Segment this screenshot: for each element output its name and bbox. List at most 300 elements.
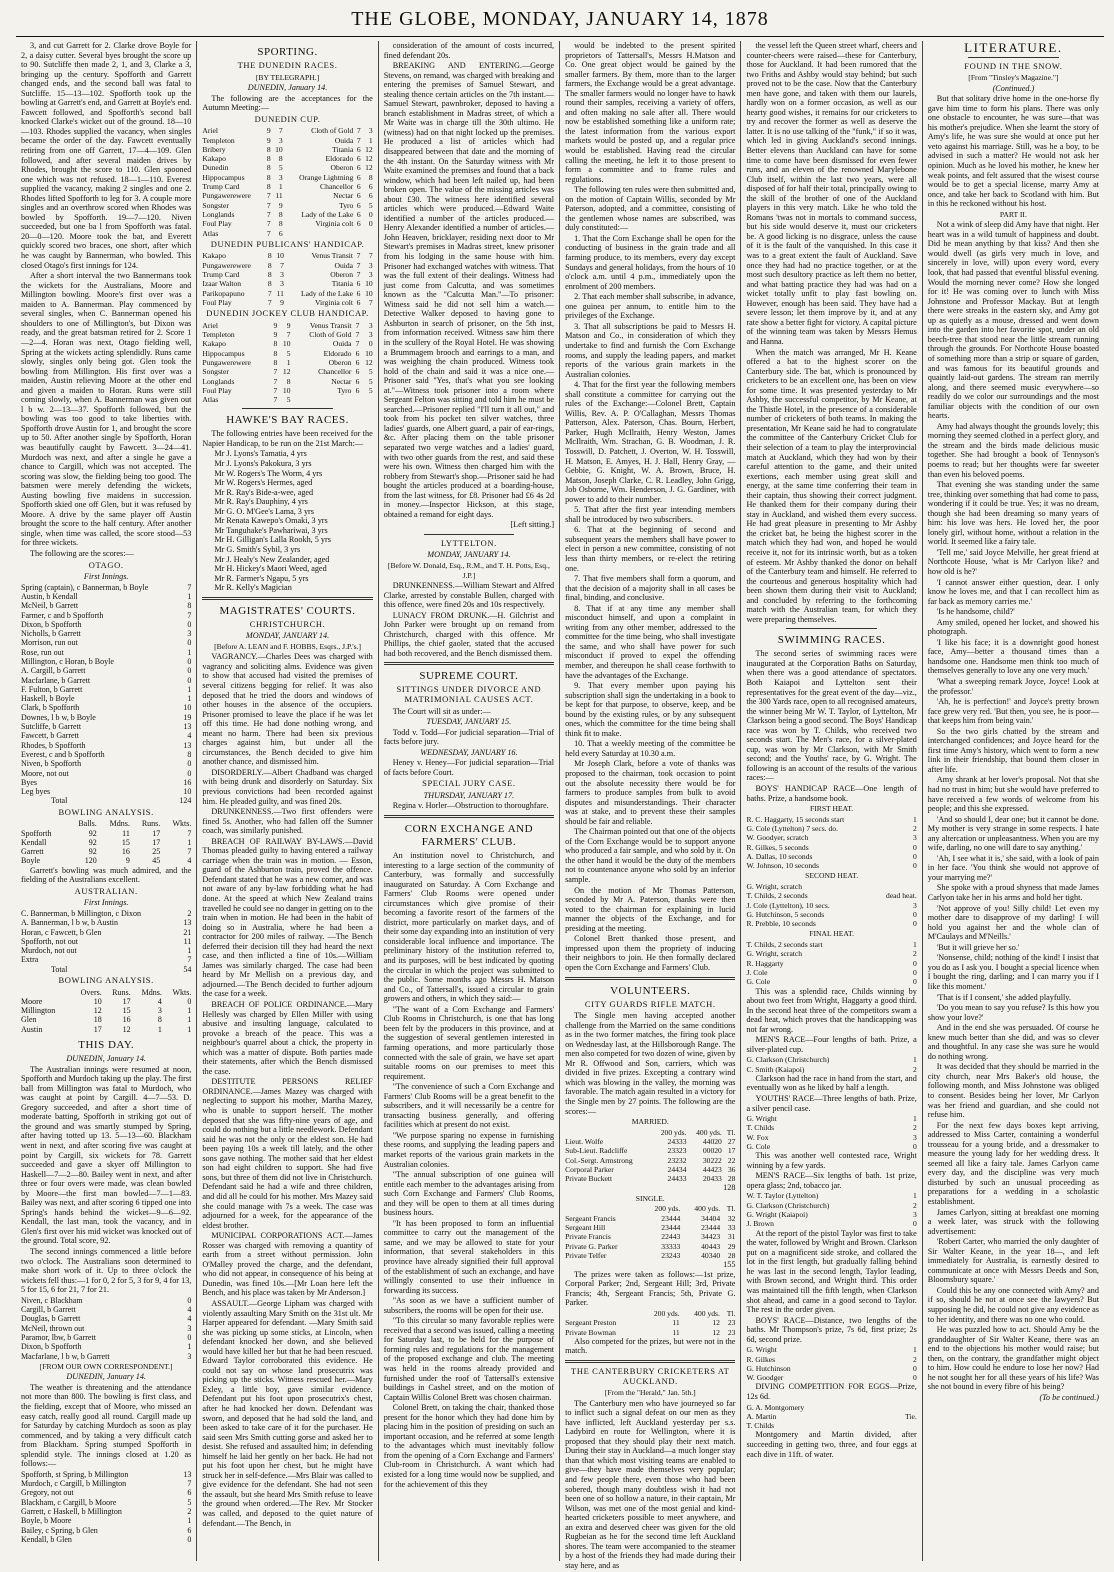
cell-label: G. Hutchinson xyxy=(746,1363,791,1373)
dateline: DUNEDIN, January 14. xyxy=(247,83,328,93)
cell-value: Overs. xyxy=(80,987,102,997)
result-row xyxy=(746,1403,916,1412)
cell-value: 2 xyxy=(913,823,917,833)
entry-item: Mr J. Lyons's Tamatia, 4 yrs xyxy=(214,449,307,459)
cell-label: Sergeant Preston xyxy=(565,1318,617,1328)
cell-label: A. Cargill, b Garrett xyxy=(21,666,86,676)
cell-value: 9 xyxy=(278,200,283,210)
entry-item: Mr J. Lyons's Pakokura, 3 yrs xyxy=(214,459,312,469)
batting-row xyxy=(21,1507,191,1516)
paragraph: The following ten rules were then submitted and, on the motion of Captain Willis, seconded by Mr Paterson, adopted, and a committee, consisting of the gentlemen whose names are subscribed, was duly constituted:— xyxy=(565,185,736,233)
batting-row xyxy=(21,1498,191,1507)
cell-label: Millington xyxy=(21,1006,56,1016)
rule-item: 9. That every member upon paying his subscription shall sign the undertaking in a book to be kept for that purpose, to observe, keep, and be bound by the existing rules, or by any subsequent ones, which the committee for the time being shall think fit to make. xyxy=(565,681,736,738)
cell-value: 7 xyxy=(355,330,360,340)
cell-value: 11 xyxy=(672,1318,680,1328)
total-label: Total xyxy=(51,964,68,974)
cell-value xyxy=(351,395,359,404)
table-header-row xyxy=(565,1204,735,1213)
score-row xyxy=(565,1242,735,1251)
cell-value: 0 xyxy=(913,1373,917,1383)
cell-value: 7 xyxy=(187,955,192,965)
divider xyxy=(786,628,876,629)
paragraph: 'Nonsense, child; nothing of the kind! I insist that you do as I ask you. I bought a special licence when I bought the ring, darling; and I can marry you if I like this moment.' xyxy=(927,953,1099,991)
cell-value: 1 xyxy=(187,1024,192,1034)
cell-label: W. Goodyer, scratch xyxy=(746,833,809,843)
rule-item: 5. That after the first year intending members shall be introduced by two subscribers. xyxy=(565,505,736,524)
paragraph: 'I cannot answer either question, dear. I only know he loves me, and that I can recollect him as far back as memory carries me.' xyxy=(927,577,1099,606)
cell-value: 6 xyxy=(356,163,361,173)
cell-value: 6 xyxy=(356,182,361,192)
horse-weight-row xyxy=(202,173,372,182)
cell-label: Niven, b Spofforth xyxy=(21,759,82,769)
batting-row xyxy=(21,1305,191,1314)
cell-value: 1 xyxy=(187,694,192,704)
cell-label: G. Wright xyxy=(746,1345,777,1355)
cell-label: R. Gilkes, 5 seconds xyxy=(746,842,809,852)
batting-row xyxy=(21,666,191,675)
sitting-date: THURSDAY, JANUARY 17. xyxy=(423,790,515,800)
cell-value: 16 xyxy=(122,1015,131,1025)
subheading: SITTINGS UNDER DIVORCE AND MATRIMONIAL CAUSES ACT. xyxy=(396,684,542,704)
heat-heading: SECOND HEAT. xyxy=(805,871,859,881)
cell-label: Foul Play xyxy=(202,297,232,307)
batting-row xyxy=(21,1324,191,1333)
cell-value: 9 xyxy=(280,297,284,307)
cell-value: 200 yds. xyxy=(660,1127,687,1137)
cell-value: 10 xyxy=(365,279,373,289)
cell-label: G. Cole (Lyttelton) 7 secs. do. xyxy=(746,823,838,833)
cell-value: 6 xyxy=(278,228,283,238)
cell-value: 0 xyxy=(913,977,917,987)
paragraph: The second series of swimming races were inaugurated at the Corporation Baths on Saturday, when there was a good attendance of spectators. Both Kaiapoi and Lyttelton sent their representatives for the great event of the day—viz., the 300 Yards race, open to all recognised amateurs, the winner being Mr W. T. Taylor, of Lyttelton, Mr Clarkson being a good second. The Boys' Handicap race was won by T. Childs, who received two seconds start. The Men's race, for a silver-plated cup, was won by Mr Clarkson, with Mr Smith second; and the Youths' race, by G. Wright. The following is an account of the results of the various races:— xyxy=(746,649,917,783)
cell-value: 7 xyxy=(187,1479,192,1489)
cell-label: W. Goodger xyxy=(746,1373,784,1383)
divider xyxy=(968,57,1059,58)
paragraph: "As soon as we have a sufficient number of subscribers, the rooms will be open for their use. xyxy=(383,1296,555,1315)
case-line: Heney v. Heney—For judicial separation—Trial of facts before Court. xyxy=(383,758,555,777)
entry-item: Mr R. Ray's Bide-a-wee, aged xyxy=(214,487,314,497)
paragraph: 'Tell me,' said Joyce Melville, her great friend at Northcote House, 'what is Mr Carlyon like? and how old is he?' xyxy=(927,547,1099,576)
cell-value: 17 xyxy=(122,996,131,1006)
batting-row xyxy=(21,937,191,946)
horse-weight-row xyxy=(202,154,372,163)
cell-value: 3 xyxy=(368,330,373,340)
cell-value: Nectar xyxy=(331,376,352,386)
cell-label: Songster xyxy=(202,200,229,210)
cell-value: 7 xyxy=(273,367,278,377)
cell-value: 2 xyxy=(913,1064,917,1074)
batting-row xyxy=(21,787,191,796)
horse-weight-row xyxy=(202,339,372,348)
case-line: Todd v. Todd—For judicial separation—Trial of facts before jury. xyxy=(383,727,555,747)
cell-value: 3 xyxy=(187,1351,192,1361)
cell-value: 0 xyxy=(913,958,917,968)
cell-label: Austin, b Kendall xyxy=(21,591,78,601)
cell-label: T. Childs xyxy=(746,1421,775,1431)
result-row xyxy=(746,977,916,986)
cell-label: Downes, l b w, b Boyle xyxy=(21,712,96,722)
cell-label xyxy=(565,1309,639,1318)
cell-label: C. Smith (Kaiapoi) xyxy=(746,1064,805,1074)
cell-value: 2 xyxy=(913,949,917,959)
rule-item: 3. That all subscriptions be paid to Messrs H. Matson and Co., in consideration of which they undertake to find and furnish the Corn Exchange rooms, and supply the leading papers, and market reports of the various grain markets in the Australian colonies. xyxy=(565,321,736,379)
cell-value: 24333 xyxy=(667,1136,687,1146)
cell-label: Sutcliffe, b Garrett xyxy=(21,722,82,732)
cell-value: 11 xyxy=(672,1327,680,1337)
cell-value: 13 xyxy=(183,722,192,732)
cell-value: 17 xyxy=(152,828,161,838)
paragraph: The second innings commenced a little before two o'clock. The Australians soon determined to make short work of it. Up to three o'clock the wickets fell thus:—1 for 0, 2 for 5, 3 for 9, 4 for 13, 5 for 15, 6 for 21, 7 for 21. xyxy=(21,1247,192,1295)
cell-label: Murdoch, not out xyxy=(21,946,77,956)
married-total: 128 xyxy=(723,1183,736,1193)
cell-value: 12 xyxy=(365,357,373,367)
cell-value xyxy=(359,395,372,404)
cell-value: 3 xyxy=(913,1210,917,1220)
rule-item: 10. That a weekly meeting of the committee be held every Saturday at 10.30 a.m. xyxy=(565,739,736,758)
cell-value: 10 xyxy=(276,251,284,261)
cell-value: 7 xyxy=(273,395,278,405)
cell-value: 5 xyxy=(286,348,291,358)
cell-value: 400 yds. xyxy=(696,1127,722,1137)
dateline: DUNEDIN, January 14. xyxy=(66,1054,146,1064)
cell-value: 0 xyxy=(913,1219,917,1229)
cell-value: 12 xyxy=(712,1327,720,1337)
cell-label xyxy=(565,1128,651,1137)
cell-value: 10 xyxy=(93,996,102,1006)
bowling-table-2 xyxy=(21,988,191,1034)
paragraph: Amy had always thought the grounds lovely; this morning they seemed clothed in a perfect glory, and the stream and the birds made delicious music together. She had brought a book of Tennyson's poems to read; but her thoughts were far sweeter than even his beloved poems. xyxy=(927,421,1099,479)
paragraph: Colonel Brett, on taking the chair, thanked those present for the honor which they had done him by placing him in the position of presiding on such an important occasion, and he referred at some length to the advantages which must inevitably follow from the opening of a Corn Exchange and Farmers' Club-room in Christchurch. A want which had existed for a long time would now be supplied, and for the achievement of this they xyxy=(383,1403,555,1489)
cell-label: Songster xyxy=(202,367,229,377)
race-heading: DUNEDIN JOCKEY CLUB HANDICAP. xyxy=(206,308,369,319)
cell-value: 6 xyxy=(355,367,360,377)
cell-value: 8 xyxy=(286,376,291,386)
cell-value: 27 xyxy=(727,1136,736,1146)
batting-row xyxy=(21,1470,191,1479)
paragraph: The Single men having accepted another challenge from the Married on the same conditions as in the two former matches, the firing took place on Wednesday last, at the Hillsborough Range. The men also competed for two dozen of wine, given by Mr R. Offwood and Son, carriers, which was divided in five prizes. Excepting a contrary wind which was blowing in the valley, the morning was favorable. The match again resulted in a victory for the Single men by 27 points. The following are the scores:— xyxy=(565,1011,736,1116)
entry-item: Mr R. Farmer's Ngapu, 5 yrs xyxy=(214,573,309,583)
entry-item: Mr G. O. M'Gee's Lama, 3 yrs xyxy=(214,506,314,516)
entry-item: Mr W. Rogers's Hermes, aged xyxy=(214,478,313,488)
paragraph: Amy smiled, opened her locket, and showed his photograph. xyxy=(927,617,1099,637)
cell-value: 6 xyxy=(187,1525,192,1535)
batting-row xyxy=(21,713,191,722)
paragraph: This was a splendid race, Childs winning by about two feet from Wright, Haggarty a good third. In the second heat three of the competitors swam a dead heat, which proves that the handicapping was not far wrong. xyxy=(746,986,917,1034)
paragraph: DISORDERLY.—Albert Chadband was charged with being drunk and disorderly on Saturday. Six previous convictions had been recorded against him. He pleaded guilty, and was fined 20s. xyxy=(202,767,373,806)
cell-label: A. Martin xyxy=(746,1411,777,1421)
batting-row xyxy=(21,909,191,918)
cell-value: 1 xyxy=(187,684,192,694)
columns xyxy=(16,40,1104,1570)
batting-row xyxy=(21,1314,191,1323)
entry-item: Mr R. Ray's Dauphiny, 4 yrs xyxy=(214,497,308,507)
cell-value: 1 xyxy=(187,1015,192,1025)
cell-value: 1 xyxy=(187,1342,192,1352)
cell-value: 5 xyxy=(286,395,291,405)
single-total: 155 xyxy=(723,1260,736,1270)
cell-value: 3 xyxy=(368,320,373,330)
entry-item: Mr Tanguhake's Pawhariwai, 3 yrs xyxy=(214,525,328,535)
horse-weight-row xyxy=(202,229,372,238)
cell-value: Cloth of Gold xyxy=(309,330,352,340)
cell-value: 6 xyxy=(368,182,373,192)
cell-label: Leg byes xyxy=(21,787,51,797)
horse-weight-row xyxy=(202,330,372,339)
batting-row xyxy=(21,946,191,955)
cell-value: Oberon xyxy=(330,269,354,279)
bowling-row xyxy=(21,856,191,865)
cell-label: Col.-Sergt. Armstrong xyxy=(565,1155,633,1165)
cell-value: 6 xyxy=(187,1488,192,1498)
cell-value: 6 xyxy=(356,200,361,210)
cell-label: G. Wright (Kaiapoi) xyxy=(746,1210,808,1220)
cell-label: Sergeant Hill xyxy=(565,1223,606,1233)
horse-weight-row xyxy=(202,349,372,358)
cell-label: G. Wright, scratch xyxy=(746,949,803,959)
cell-value: 5 xyxy=(278,163,283,173)
cell-value: 6 xyxy=(355,348,360,358)
cell-value: 12 xyxy=(122,1024,131,1034)
score-row xyxy=(565,1214,735,1223)
batting-row xyxy=(21,648,191,657)
cell-value: 29 xyxy=(727,1241,736,1251)
cell-value: 23232 xyxy=(667,1155,687,1165)
cell-label: T. Childs xyxy=(746,1123,775,1133)
paragraph: 'Is he handsome, child?' xyxy=(936,607,1015,617)
cell-value: 1 xyxy=(913,940,917,950)
cell-label: W. Fox xyxy=(746,1132,769,1142)
batting-row xyxy=(21,629,191,638)
paragraph: So the two girls chatted by the stream and interchanged confidences; and Joyce heard for the first time Amy's history, which went to form a new link in their friendship, that bound them closer in after life. xyxy=(927,726,1099,774)
cell-label: Bailey, c Spring, b Glen xyxy=(21,1525,98,1535)
subheading: THE CANTERBURY CRICKETERS AT AUCKLAND. xyxy=(571,1365,730,1386)
cell-value: 0 xyxy=(187,1534,192,1544)
cell-value: 28 xyxy=(727,1174,736,1184)
cell-label: Spofforth xyxy=(21,828,52,838)
batting-row xyxy=(21,638,191,647)
entries-list xyxy=(202,449,372,592)
cell-value: 3 xyxy=(278,172,283,182)
cell-value: 6 xyxy=(356,219,361,229)
dateline: MONDAY, JANUARY 14. xyxy=(245,631,330,641)
result-row xyxy=(746,1421,916,1430)
cell-value: 3 xyxy=(280,269,284,279)
batting-row xyxy=(21,731,191,740)
result-row xyxy=(746,1373,916,1382)
cell-value: 0 xyxy=(368,339,373,349)
cell-value: 8 xyxy=(368,172,373,182)
paragraph: BREACH OF POLICE ORDINANCE.—Mary Hellesly was charged by Ellen Miller with using abusive and insulting language, calculated to provoke a breach of the peace. This was a neighbour's quarrel about a chick, the property in which was a matter of dispute. Both parties made their statements, after which the Bench dismissed the case. xyxy=(202,1000,373,1076)
horse-weight-row xyxy=(202,279,372,288)
cell-label: Millington, c Horan, b Boyle xyxy=(21,657,114,666)
score-row xyxy=(565,1137,735,1146)
cell-value: 1 xyxy=(286,357,291,367)
cell-value xyxy=(283,229,354,238)
column-3-courts-corn xyxy=(379,41,560,1561)
paragraph: ASSAULT.—George Lipham was charged with violently assaulting Mary Smith on the 31st ult. Mr Harper appeared for defendant. —Mary Smith said she was picking up some sticks, at Lincoln, when defendant knocked her down, and she believed would have killed her but that he had been rescued. Edward Taylor corroborated this evidence. He could not say on whose land prosecutrix was picking up the sticks. Witness rescued her.—Mary Exley, a little boy, gave similar evidence. Defendant put his foot upon prosecutrix's chest, after he had knocked her down. Defendant was sworn, and deposed that he had sold the land, and been asked to take care of it for the purchaser. He said seen Mrs Smith cutting gorse and asked her to desist. She refused and assaulted him; in defending himself he laid her gently on her back. He had not put his foot upon her chest, but he might have struck her in self-defence.—Mrs Blair was called to give evidence for the defendant. She had not seen the assault, but she heard Mrs Smith refuse to leave the ground when ordered.—The Rev. Mr Stocker was called, and deposed to the quiet nature of defendant.—The Bench, in xyxy=(202,1298,373,1528)
cell-value: 7 xyxy=(355,320,360,330)
cell-value: 7 xyxy=(266,191,271,201)
cell-value xyxy=(869,882,917,891)
cell-value: Eldorado xyxy=(323,348,352,358)
divider xyxy=(384,815,554,818)
paragraph: At the report of the pistol Taylor was first to take the water, followed by Wright and Brown. Clarkson put on a magnificent side stroke, and collared the lot in the first length, but gradually falling behind he was last in the second length, Taylor leading, with Brown second, and Wright third. This order was maintained till the fifth length, when Clarkson shot ahead, and came in a good second to Taylor. The rest in the order given. xyxy=(746,1228,917,1315)
cell-value: Venus Transit xyxy=(309,320,352,330)
cell-value: 4 xyxy=(187,1314,192,1324)
cell-label: Lieut. Wolfe xyxy=(565,1136,604,1146)
race-heading: DUNEDIN PUBLICANS' HANDICAP. xyxy=(210,238,365,249)
cell-value: 12 xyxy=(712,1318,720,1328)
cell-label: Garrett xyxy=(21,847,44,857)
cell-value: 1 xyxy=(913,1191,917,1201)
result-row xyxy=(746,1065,916,1074)
horse-weight-row xyxy=(202,145,372,154)
cell-label: G. A. Montgomery xyxy=(746,1402,805,1412)
result-row xyxy=(746,959,916,968)
cell-value: 3 xyxy=(187,1323,192,1333)
paragraph: James Carlyon, sitting at breakfast one morning a week later, was struck with the following advertisement: xyxy=(927,1207,1099,1236)
paragraph: BREACH OF RAILWAY BY-LAWS.—David Thomas pleaded guilty to having entered a railway carriage when the train was in motion. — Esson, guard of the Ashburton train, proved the offence. Defendant stated that he was a new comer, and was not aware of any by-law forbidding what he had done. At the speed at which New Zealand trains travelled he could see no danger in getting on to the train when in motion. He had been in the habit of doing so in Australia, where he had been a contractor for 200 miles of railway. —The Bench deferred their decision till they had heard the next case, and then inflicted a fine of 10s.—William James was similarly charged. The case had been heard by Mr Mellish on a previous day, and adjourned.—The Bench decided to further adjourn the case for a week. xyxy=(202,836,373,999)
cell-label: W. Johnson, 10 seconds xyxy=(746,861,819,871)
cell-value: 5 xyxy=(187,1497,192,1507)
section-heading: VOLUNTEERS. xyxy=(610,984,691,997)
section-heading: LITERATURE. xyxy=(964,40,1063,55)
paragraph: "We purpose sparing no expense in furnishing these rooms, and supplying the leading papers and market reports of the various grain markets in the Australian colonies. xyxy=(383,1130,555,1169)
cell-label: Austin xyxy=(21,1024,43,1034)
cell-value: 10 xyxy=(275,144,283,154)
cell-value: 2 xyxy=(913,1354,917,1364)
cell-value: 9 xyxy=(125,856,130,866)
result-row xyxy=(746,940,916,949)
entry-item: Mr H. Gilligan's Lalla Rookh, 5 yrs xyxy=(214,535,331,545)
cell-value: 0 xyxy=(913,861,917,871)
left-sitting-note: [Left sitting.] xyxy=(510,520,555,530)
cell-label: Sergeant Francis xyxy=(565,1213,616,1223)
bowling-row xyxy=(21,997,191,1006)
cell-label: Ariel xyxy=(202,320,218,330)
batting-row xyxy=(21,703,191,712)
divider xyxy=(242,408,332,409)
bowling-row xyxy=(21,847,191,856)
publicans-weights-table xyxy=(202,251,372,307)
cell-value: 4 xyxy=(187,1305,192,1315)
cell-value: 44423 xyxy=(702,1164,722,1174)
cell-value: Chancellor xyxy=(320,182,354,192)
cell-value: Tyro xyxy=(339,200,354,210)
to-be-continued: (To be continued.) xyxy=(1039,1392,1099,1402)
bowling-row xyxy=(21,1006,191,1015)
batting-row xyxy=(21,1342,191,1351)
column-4-corn-volunteers xyxy=(560,41,741,1570)
column-1-cricket xyxy=(16,41,197,1561)
result-row xyxy=(746,1201,916,1210)
cell-value: 8 xyxy=(273,357,278,367)
cell-value: Ouida xyxy=(332,339,352,349)
cell-value: 13 xyxy=(183,918,192,928)
cell-value: 8 xyxy=(267,251,272,261)
cell-value: Runs. xyxy=(141,819,161,829)
paragraph: The following are the acceptances for the Autumn Meeting:— xyxy=(202,93,373,113)
cell-label: G. Cole xyxy=(746,1142,771,1151)
cell-label: Everest, c and b Spofforth xyxy=(21,749,105,759)
horse-weight-row xyxy=(202,201,372,210)
cell-value: 8 xyxy=(157,1015,162,1025)
cell-value: 6 xyxy=(356,297,361,307)
paragraph: An institution novel to Christchurch, and interesting to a large section of the community of Canterbury, was formally and successfully inaugurated on Saturday. A Corn Exchange and Farmers' Club Rooms were opened under circumstances which give promise of their becoming a favorite resort of the farmers of the district, more particularly on market days, and of their some day expanding into an institution of very considerable local influence and importance. The preliminary history of the institution referred to, and its purposes, will be best indicated by quoting the circular in which the project was submitted to the public. Some months ago Messrs H. Matson and Co., of Tattersall's, issued a circular to grain growers and others, in which they said:— xyxy=(383,851,555,1004)
score-row xyxy=(565,1232,735,1241)
batting-row xyxy=(21,722,191,731)
paragraph: the vessel left the Queen street wharf, cheers and counter-cheers were raised—these for Canterbury, those for Auckland. It had been rumored that the two Friths and Ashby would stay behind; but such proved not to be the case. Now that the Canterbury men have gone, and taken with them our laurels, hardly won on a former occasion, as well as our hearty good wishes, it remains for our cricketers to try and recover the former as well as deserve the latter. It is no use talking of the "funk," if so it was, which led in giving Auckland's second innings. Better elevens than Auckland can have for some time to come have been dismissed for even fewer runs, and an eleven of the renowned Marylebone Club itself, within the last two years, were all disposed of for half their total, principally owing to the skill of the brother of one of the Auckland players in this very match. Like he who told the Romans 'twas not in mortals to command success, but his side would deserve it, must our cricketers be. A good licking is no disgrace, unless the cause of it is the fault of the vanquished. In this case it was to a great extent the fault of Auckland. Save once they had had no practice together, or at the most such desultory practice as left them no better, and what batting practice they had was had on a wicket totally unfit to play fast bowling on. However, enough has been said. They have had a severe lesson; let them improve by it, and at any rate show a better fight for victory. A capital picture of the winning team was taken by Messrs Hemus and Hanna. xyxy=(746,41,917,346)
cell-label: Glen xyxy=(21,1015,37,1025)
subheading: LYTTELTON. xyxy=(440,537,497,548)
cell-label xyxy=(21,819,66,828)
entry-item: Mr W. Rogers's The Worm, 4 yrs xyxy=(214,468,323,478)
cell-value: 11 xyxy=(122,828,130,838)
cell-value: 7 xyxy=(355,339,360,349)
subheading: CHRISTCHURCH. xyxy=(249,618,326,629)
cell-value: 7 xyxy=(368,297,373,307)
cell-value xyxy=(884,1421,917,1430)
cell-label: Douglas, b Garrett xyxy=(21,1314,81,1324)
cell-value: 17 xyxy=(152,837,161,847)
cell-label: Foul Play xyxy=(202,219,232,229)
cell-value: 10 xyxy=(365,348,373,358)
cell-label: Private G. Parker xyxy=(565,1241,618,1251)
cell-value: 0 xyxy=(187,1295,192,1305)
result-row xyxy=(746,891,916,900)
batting-row xyxy=(21,1488,191,1497)
paragraph: The Chairman pointed out that one of the objects of the Corn Exchange would be to support anyone who produced a fair sample, and who sold by it. On the other hand it would be the duty of the members not to countenance anyone who sold by an inferior sample. xyxy=(565,827,736,885)
bench-note: [Before A. LEAN and F. HOBBS, Esqrs., J.P.'s.] xyxy=(214,641,362,651)
cell-value: Oberon xyxy=(330,163,354,173)
cell-value: 40340 xyxy=(701,1250,721,1260)
cell-value: Tyro xyxy=(337,385,352,395)
cell-label: Rhodes, b Spofforth xyxy=(21,740,86,750)
paragraph: Colonel Brett thanked those present, and impressed upon them the propriety of inducing their neighbors to join. He then formally declared open the Corn Exchange and Farmers' Club. xyxy=(565,934,736,972)
race-title: YOUTHS' RACE—Three lengths of bath. Prize, a silver pencil case. xyxy=(746,1094,917,1113)
cell-value: 2 xyxy=(187,908,192,918)
cell-value: 13 xyxy=(183,1469,192,1479)
cell-value: 6 xyxy=(355,385,360,395)
cell-value: 15 xyxy=(121,837,130,847)
cell-value: 200 yds. xyxy=(653,1309,680,1318)
cell-value: 0 xyxy=(913,919,917,929)
result-row xyxy=(746,968,916,977)
horse-weight-row xyxy=(202,367,372,376)
score-row xyxy=(565,1174,735,1183)
case-line: Regina v. Horler—Obstruction to thoroughfare. xyxy=(392,801,549,811)
cell-label: Haskell, b Boyle xyxy=(21,694,75,704)
cell-label: Dixon, b Spofforth xyxy=(21,1342,82,1352)
innings-heading: First Innings. xyxy=(83,572,129,582)
result-row xyxy=(746,882,916,891)
cell-value: 10 xyxy=(183,787,192,797)
cell-value: 7 xyxy=(356,269,361,279)
cup-weights-table xyxy=(202,126,372,238)
cell-value: 7 xyxy=(368,251,373,261)
column-6-literature xyxy=(923,41,1104,1561)
cell-value: 1 xyxy=(913,1114,917,1124)
cell-label: Private Buckett xyxy=(565,1174,613,1184)
cell-value: 00020 xyxy=(702,1146,722,1156)
paragraph: 'Do you mean to say you refuse? Is this how you show your love?' xyxy=(927,1003,1099,1022)
paragraph: But that solitary drive home in the one-horse fly gave him time to form his plans. There was only one obstacle to encounter, he was sure—that was his mother's prejudice. When she learnt the story of Amy's life, he was sure she would at once put her veto against his marriage. Still, was he a boy, to be advised in such a matter? He would not ask her opinion. Much as he loved his mother, he knew her weak points, and felt assured that the wisest course would be to get a special license, marry Amy at once, and take her back to Scotland with him. But in this he reckoned without his host. xyxy=(927,94,1099,209)
cell-label: Private Telfer xyxy=(565,1250,607,1260)
cell-label: G. Hutchinson, 5 seconds xyxy=(746,909,825,919)
cell-value: 7 xyxy=(266,209,271,219)
cell-label: Extra xyxy=(21,955,39,965)
